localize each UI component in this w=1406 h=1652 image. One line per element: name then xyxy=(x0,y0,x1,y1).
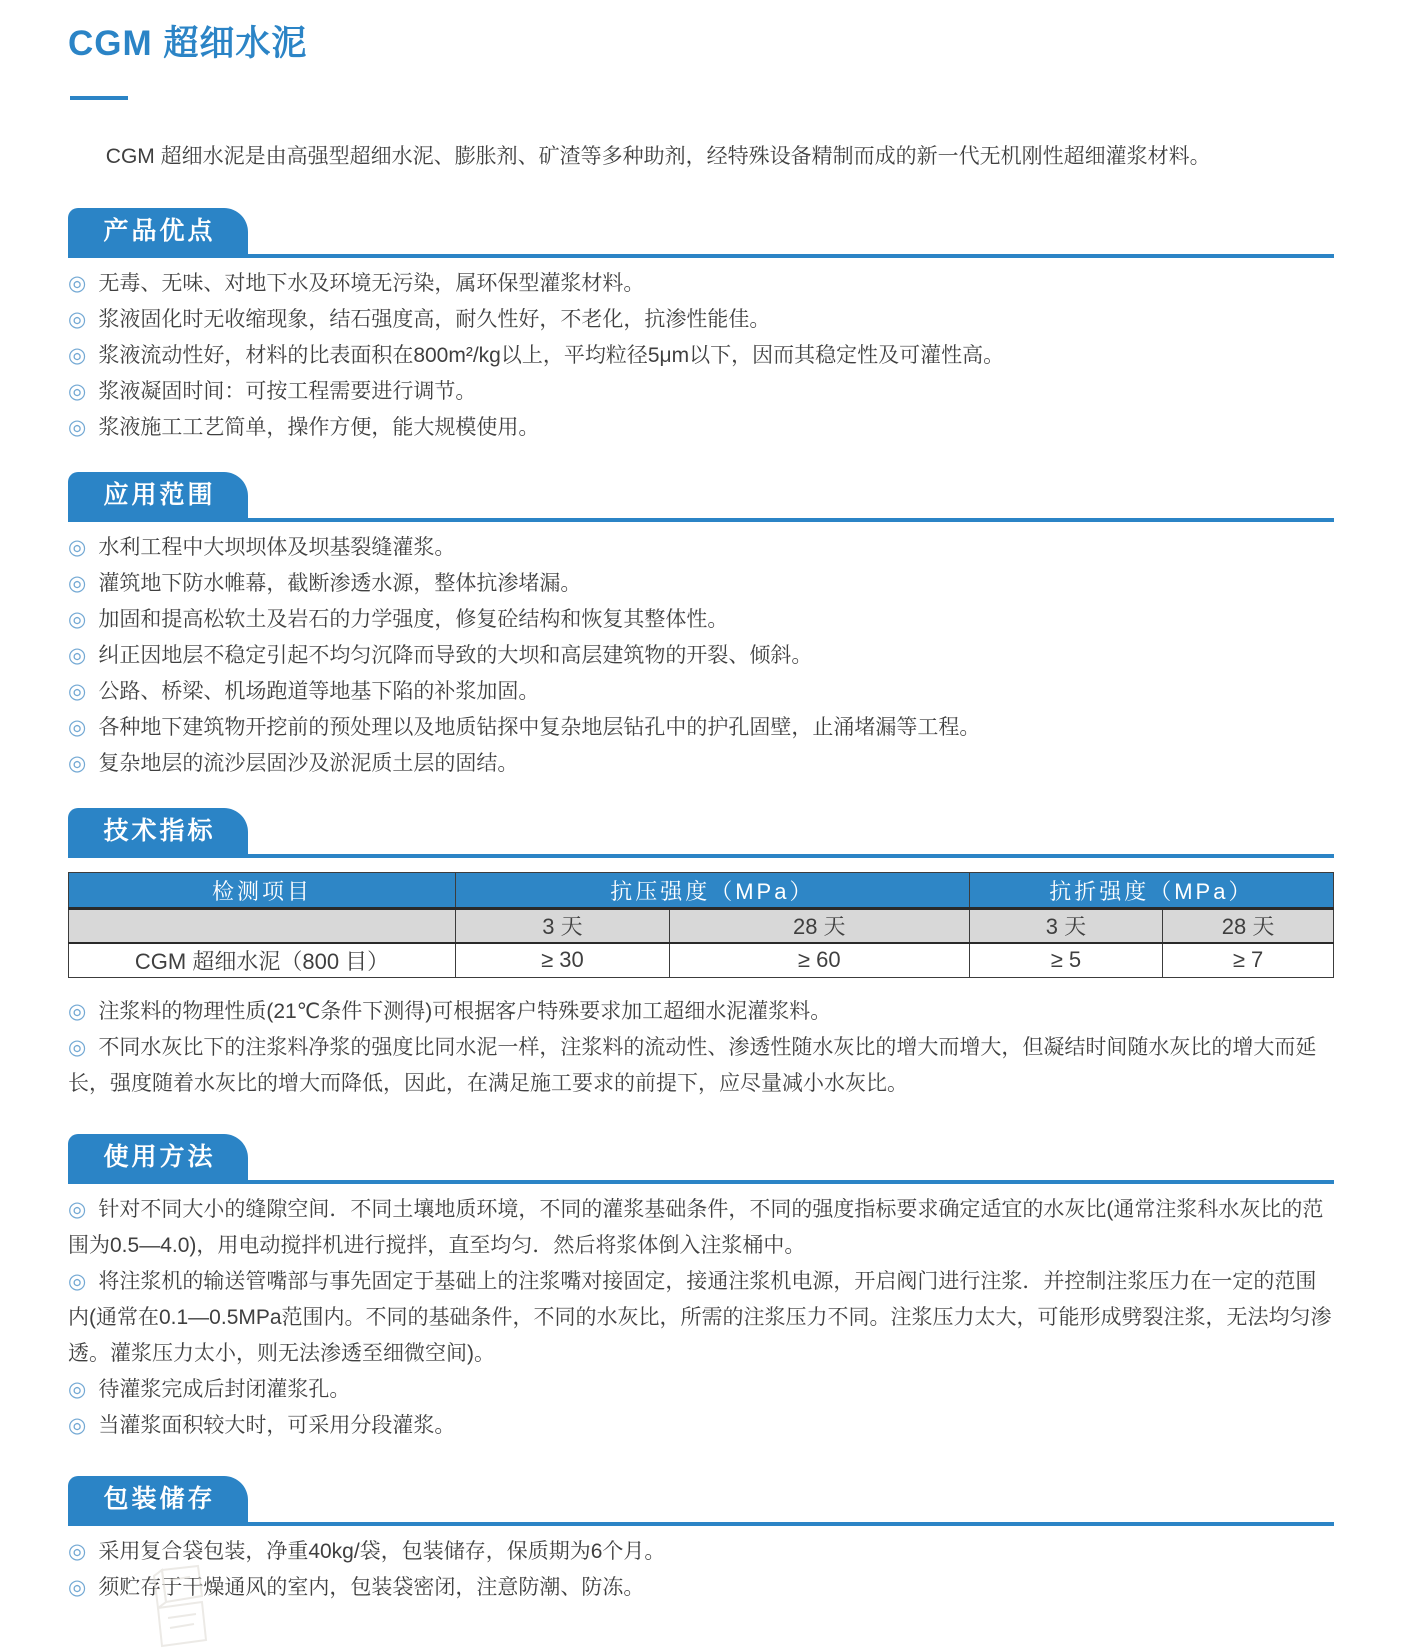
applications-list xyxy=(68,530,1334,782)
list-item-text: 须贮存于干燥通风的室内，包装袋密闭，注意防潮、防冻。 xyxy=(98,1576,645,1599)
section-head-advantages xyxy=(68,208,1334,258)
list-item-text: 将注浆机的输送管嘴部与事先固定于基础上的注浆嘴对接固定，接通注浆机电源，开启阀门进行注浆．并控制注浆压力在一定的范围内(通常在0.1—0.5MPa范围内。不同的基础条件，不同的水灰比，所需的注浆压力不同。注浆压力太大，可能形成劈裂注浆，无法均匀渗透。灌浆压力太小，则无法渗透至细微空间)。 xyxy=(68,1270,1332,1365)
bullseye-bullet-icon: ◎ xyxy=(68,272,87,295)
package-bag-sketch-image xyxy=(140,1562,220,1652)
section-usage xyxy=(68,1134,1334,1444)
list-item xyxy=(68,302,1334,338)
table-subheader-28d: 28 天 xyxy=(1163,909,1334,943)
list-item xyxy=(68,1570,1334,1606)
list-item xyxy=(68,1372,1334,1408)
list-item xyxy=(68,710,1334,746)
bullseye-bullet-icon: ◎ xyxy=(68,1414,87,1437)
list-item-text: 注浆料的物理性质(21℃条件下测得)可根据客户特殊要求加工超细水泥灌浆料。 xyxy=(98,1000,832,1023)
list-item-text: 无毒、无味、对地下水及环境无污染，属环保型灌浆材料。 xyxy=(98,272,645,295)
list-item-text: 浆液流动性好，材料的比表面积在800m²/kg以上，平均粒径5μm以下，因而其稳定性及可灌性高。 xyxy=(98,344,1005,367)
bullseye-bullet-icon: ◎ xyxy=(68,1270,87,1293)
list-item xyxy=(68,374,1334,410)
table-cell-product-name: CGM 超细水泥（800 目） xyxy=(69,943,456,978)
list-item xyxy=(68,1030,1334,1102)
list-item xyxy=(68,566,1334,602)
section-head-packaging xyxy=(68,1476,1334,1526)
section-advantages xyxy=(68,208,1334,446)
list-item xyxy=(68,1534,1334,1570)
bullseye-bullet-icon: ◎ xyxy=(68,1036,87,1059)
section-tab-advantages: 产品优点 xyxy=(68,208,248,254)
specs-table xyxy=(68,872,1334,978)
table-subheader-row xyxy=(69,909,1334,943)
bullseye-bullet-icon: ◎ xyxy=(68,1540,87,1563)
section-rule xyxy=(68,1522,1334,1526)
bullseye-bullet-icon: ◎ xyxy=(68,572,87,595)
list-item-text: 当灌浆面积较大时，可采用分段灌浆。 xyxy=(98,1414,456,1437)
list-item xyxy=(68,638,1334,674)
table-subheader-3d: 3 天 xyxy=(456,909,670,943)
packaging-list xyxy=(68,1534,1334,1606)
bullseye-bullet-icon: ◎ xyxy=(68,344,87,367)
table-cell-value: ≥ 30 xyxy=(456,943,670,978)
list-item xyxy=(68,674,1334,710)
section-specs xyxy=(68,808,1334,1102)
table-cell-value: ≥ 5 xyxy=(969,943,1163,978)
bullseye-bullet-icon: ◎ xyxy=(68,716,87,739)
intro-paragraph: CGM 超细水泥是由高强型超细水泥、膨胀剂、矿渣等多种助剂，经特殊设备精制而成的新一代无机刚性超细灌浆材料。 xyxy=(105,145,1211,168)
title-underline xyxy=(70,96,128,100)
bullseye-bullet-icon: ◎ xyxy=(68,416,87,439)
section-packaging xyxy=(68,1476,1334,1606)
bullseye-bullet-icon: ◎ xyxy=(68,1198,87,1221)
list-item-text: 浆液施工工艺简单，操作方便，能大规模使用。 xyxy=(98,416,540,439)
list-item xyxy=(68,338,1334,374)
bullseye-bullet-icon: ◎ xyxy=(68,644,87,667)
list-item xyxy=(68,994,1334,1030)
bullseye-bullet-icon: ◎ xyxy=(68,1378,87,1401)
section-tab-usage: 使用方法 xyxy=(68,1134,248,1180)
bullseye-bullet-icon: ◎ xyxy=(68,608,87,631)
list-item-text: 水利工程中大坝坝体及坝基裂缝灌浆。 xyxy=(98,536,456,559)
advantages-list xyxy=(68,266,1334,446)
table-header-flexural: 抗折强度（MPa） xyxy=(969,873,1333,909)
bullseye-bullet-icon: ◎ xyxy=(68,1000,87,1023)
bullseye-bullet-icon: ◎ xyxy=(68,308,87,331)
list-item-text: 复杂地层的流沙层固沙及淤泥质土层的固结。 xyxy=(98,752,519,775)
list-item-text: 灌筑地下防水帷幕，截断渗透水源，整体抗渗堵漏。 xyxy=(98,572,582,595)
section-rule xyxy=(68,854,1334,858)
bullseye-bullet-icon: ◎ xyxy=(68,1576,87,1599)
list-item-text: 加固和提高松软土及岩石的力学强度，修复砼结构和恢复其整体性。 xyxy=(98,608,729,631)
section-tab-applications: 应用范围 xyxy=(68,472,248,518)
list-item-text: 待灌浆完成后封闭灌浆孔。 xyxy=(98,1378,351,1401)
section-rule xyxy=(68,1180,1334,1184)
list-item xyxy=(68,410,1334,446)
section-tab-specs: 技术指标 xyxy=(68,808,248,854)
usage-list xyxy=(68,1192,1334,1444)
specs-notes xyxy=(68,994,1334,1102)
list-item-text: 浆液固化时无收缩现象，结石强度高，耐久性好，不老化，抗渗性能佳。 xyxy=(98,308,771,331)
section-head-usage xyxy=(68,1134,1334,1184)
table-header-row xyxy=(69,873,1334,909)
list-item-text: 纠正因地层不稳定引起不均匀沉降而导致的大坝和高层建筑物的开裂、倾斜。 xyxy=(98,644,813,667)
list-item xyxy=(68,266,1334,302)
table-subheader-3d: 3 天 xyxy=(969,909,1163,943)
list-item xyxy=(68,602,1334,638)
list-item-text: 浆液凝固时间：可按工程需要进行调节。 xyxy=(98,380,477,403)
bullseye-bullet-icon: ◎ xyxy=(68,536,87,559)
bullseye-bullet-icon: ◎ xyxy=(68,680,87,703)
table-cell-value: ≥ 7 xyxy=(1163,943,1334,978)
section-head-specs xyxy=(68,808,1334,858)
list-item-text: 公路、桥梁、机场跑道等地基下陷的补浆加固。 xyxy=(98,680,540,703)
list-item-text: 针对不同大小的缝隙空间．不同土壤地质环境，不同的灌浆基础条件，不同的强度指标要求确定适宜的水灰比(通常注浆科水灰比的范围为0.5—4.0)，用电动搅拌机进行搅拌，直至均匀．然后将浆体倒入注浆桶中。 xyxy=(68,1198,1324,1257)
section-rule xyxy=(68,254,1334,258)
bullseye-bullet-icon: ◎ xyxy=(68,752,87,775)
list-item xyxy=(68,1408,1334,1444)
section-head-applications xyxy=(68,472,1334,522)
table-subheader-blank xyxy=(69,909,456,943)
table-row xyxy=(69,943,1334,978)
list-item-text: 各种地下建筑物开挖前的预处理以及地质钻探中复杂地层钻孔中的护孔固壁，止涌堵漏等工程。 xyxy=(98,716,981,739)
table-header-item: 检测项目 xyxy=(69,873,456,909)
table-header-compressive: 抗压强度（MPa） xyxy=(456,873,970,909)
bullseye-bullet-icon: ◎ xyxy=(68,380,87,403)
page-title: CGM 超细水泥 xyxy=(68,24,308,63)
table-subheader-28d: 28 天 xyxy=(669,909,969,943)
section-tab-packaging: 包装储存 xyxy=(68,1476,248,1522)
section-applications xyxy=(68,472,1334,782)
list-item-text: 采用复合袋包装，净重40kg/袋，包装储存，保质期为6个月。 xyxy=(98,1540,666,1563)
table-cell-value: ≥ 60 xyxy=(669,943,969,978)
section-rule xyxy=(68,518,1334,522)
list-item-text: 不同水灰比下的注浆料净浆的强度比同水泥一样，注浆料的流动性、渗透性随水灰比的增大而增大，但凝结时间随水灰比的增大而延长，强度随着水灰比的增大而降低，因此，在满足施工要求的前提下，应尽量减小水灰比。 xyxy=(68,1036,1317,1095)
list-item xyxy=(68,530,1334,566)
list-item xyxy=(68,1192,1334,1264)
list-item xyxy=(68,1264,1334,1372)
list-item xyxy=(68,746,1334,782)
